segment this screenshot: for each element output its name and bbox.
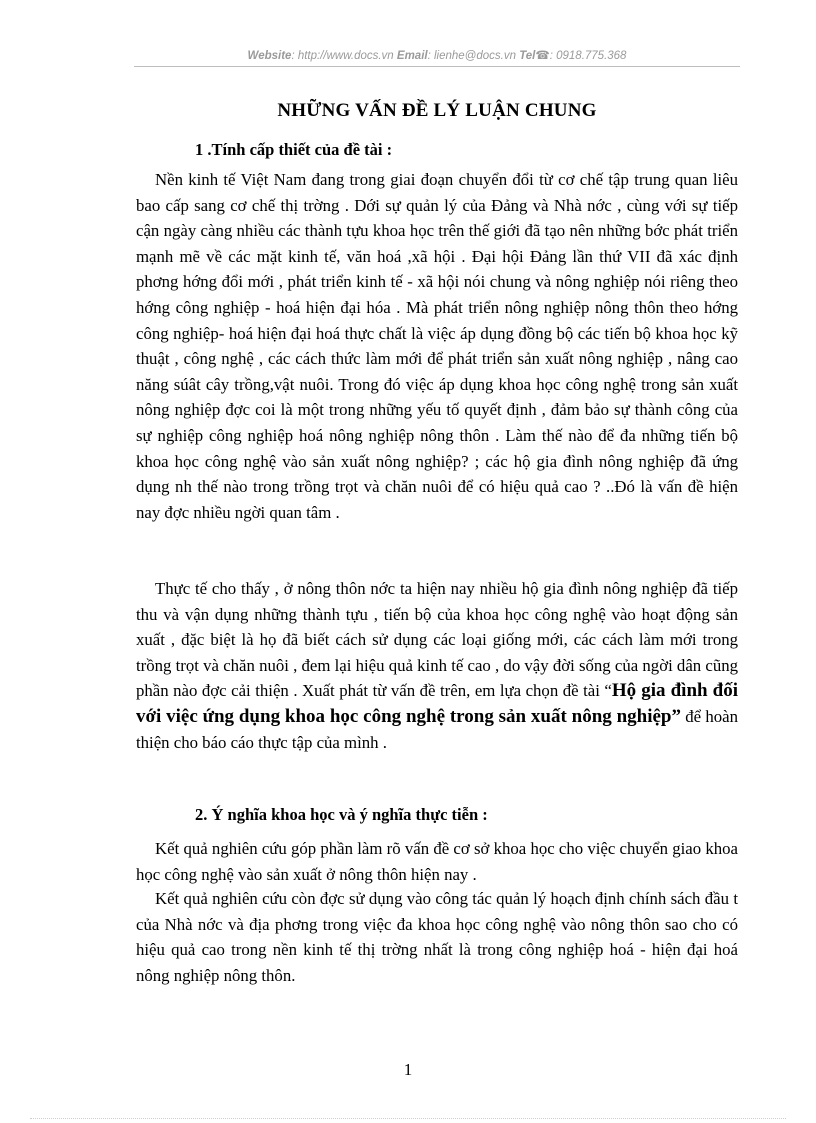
- email-label: Email: [396, 50, 428, 62]
- section-1-paragraph-2: [136, 576, 738, 755]
- page-header: [134, 48, 740, 62]
- section-2-paragraph-2: Kết quả nghiên cứu còn đợc sử dụng vào công tác quản lý hoạch định chính sách đầu t của Nhà nớc và địa phơng trong việc đa khoa học công nghệ vào nông thôn sao cho có hiệu quả cao trong nền kinh tế thị trờng nhất là trong công nghiệp hoá - hiện đại hoá nông nghiệp nông thôn.: [136, 889, 738, 985]
- page-title: NHỮNG VẤN ĐỀ LÝ LUẬN CHUNG: [277, 100, 597, 121]
- header-divider: [134, 66, 740, 67]
- email-value: : lienhe@docs.vn: [427, 50, 516, 62]
- section-1-heading: 1 .Tính cấp thiết của đề tài :: [195, 140, 393, 159]
- paragraph-2-intro: Thực tế cho thấy , ở nông thôn nớc ta hiện nay nhiều hộ gia đình nông nghiệp đã tiếp thu và vận dụng những thành tựu , tiến bộ của khoa học công nghệ vào hoạt động sản xuất , đặc biệt là họ đã biết cách sử dụng các loại giống mới, các cách làm mới trong trồng trọt và chăn nuôi , đem lại hiệu quả kinh tế cao , do vậy đời sống của ngời dân cũng phần nào đợc cải thiện . Xuất phát từ vấn đề trên, em lựa chọn đề tài “: [136, 579, 738, 701]
- website-label: Website: [247, 50, 292, 62]
- paragraph-2-outro: để hoàn thiện cho báo cáo thực tập của mình .: [136, 706, 738, 752]
- section-2-heading: 2. Ý nghĩa khoa học và ý nghĩa thực tiễn :: [195, 805, 488, 824]
- section-1-paragraph-1: Nền kinh tế Việt Nam đang trong giai đoạn chuyển đổi từ cơ chế tập trung quan liêu bao cấp sang cơ chế thị trờng . Dới sự quản lý của Đảng và Nhà nớc , cùng với sự tiếp cận ngày càng nhiều các thành tựu khoa học trên thế giới đã tạo nên những bớc phát triển mạnh mẽ về các mặt kinh tế, văn hoá ,xã hội . Đại hội Đảng lần thứ VII đã xác định phơng hớng đổi mới , phát triển kinh tế - xã hội nói chung và nông nghiệp nói riêng theo hớng công nghiệp - hoá hiện đại hóa . Mà phát triển nông nghiệp nông thôn theo hớng công nghiệp- hoá hiện đại hoá thực chất là việc áp dụng đồng bộ các tiến bộ khoa học kỹ thuật , công nghệ , các cách thức làm mới để phát triển sản xuất nông nghiệp , nâng cao năng súât cây trồng,vật nuôi. Trong đó việc áp dụng khoa học công nghệ trong sản xuất nông nghiệp đợc coi là một trong những yếu tố quyết định , đảm bảo sự thành công của sự nghiệp công nghiệp hoá nông nghiệp nông thôn . Làm thế nào để đa những tiến bộ khoa học công nghệ vào sản xuất nông nghiệp? ; các hộ gia đình nông nghiệp đã ứng dụng nh thế nào trong trồng trọt và chăn nuôi để có hiệu quả cao ? ..Đó là vấn đề hiện nay đợc nhiều ngời quan tâm .: [136, 170, 738, 522]
- page-bottom-border: [30, 1118, 786, 1119]
- research-topic-title: Hộ gia đình đối với việc ứng dụng khoa học công nghệ trong sản xuất nông nghiệp”: [136, 680, 739, 727]
- tel-value: ☎: 0918.775.368: [535, 50, 627, 62]
- tel-label: Tel: [519, 50, 536, 62]
- section-2-paragraph-1: Kết quả nghiên cứu góp phần làm rõ vấn đề cơ sở khoa học cho việc chuyển giao khoa học công nghệ vào sản xuất ở nông thôn hiện nay .: [136, 839, 738, 884]
- website-value: : http://www.docs.vn: [291, 50, 394, 62]
- page-number: 1: [403, 1060, 413, 1079]
